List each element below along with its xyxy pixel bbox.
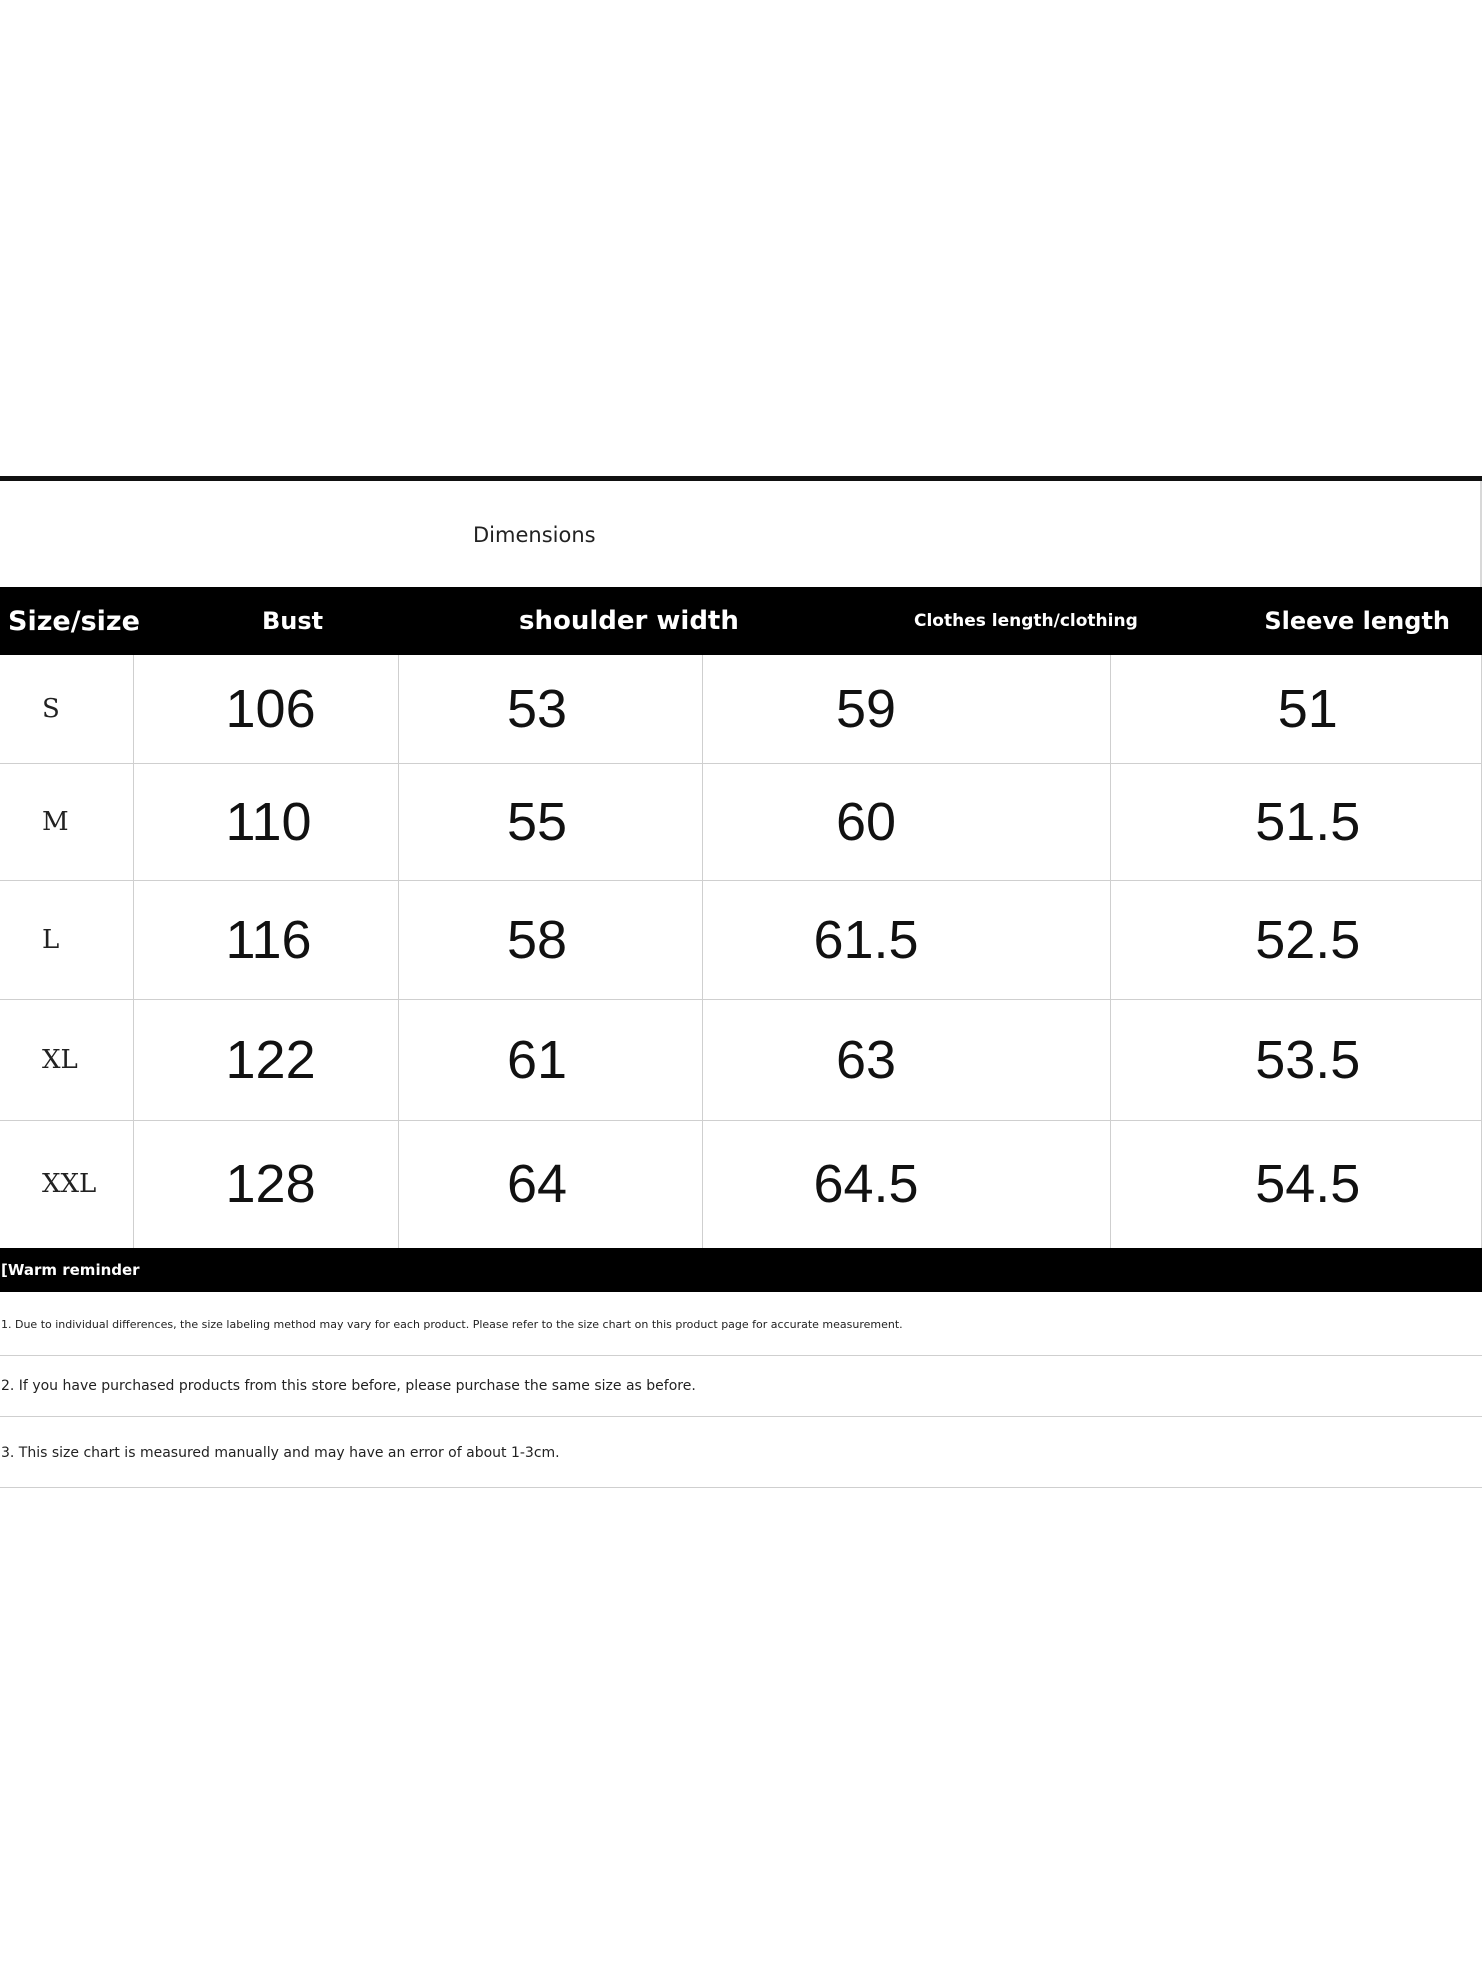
bust-cell xyxy=(133,999,398,1120)
header-size: Size/size xyxy=(8,605,140,637)
clothes-length-value: 60 xyxy=(835,791,897,852)
sleeve-length-value: 51 xyxy=(1277,678,1338,739)
table-row xyxy=(0,655,1482,763)
sleeve-length-cell xyxy=(1110,999,1482,1120)
bust-cell xyxy=(133,763,398,880)
size-table xyxy=(0,587,1482,1248)
header-bust: Bust xyxy=(262,607,324,635)
clothes-length-value: 61.5 xyxy=(813,909,919,970)
table-row xyxy=(0,763,1482,880)
clothes-length-cell xyxy=(702,655,1110,763)
clothes-length-value: 59 xyxy=(835,678,897,739)
clothes-length-value: 63 xyxy=(835,1029,897,1090)
bust-cell xyxy=(133,655,398,763)
sleeve-length-cell xyxy=(1110,880,1482,999)
warm-reminder-bar xyxy=(0,1248,1482,1292)
sleeve-length-value: 54.5 xyxy=(1255,1154,1361,1215)
table-row xyxy=(0,880,1482,999)
size-cell: L xyxy=(0,880,133,999)
reminder-note xyxy=(0,1417,1482,1488)
shoulder-width-value: 55 xyxy=(506,791,568,852)
size-chart-sheet xyxy=(0,476,1482,1488)
header-clothes-length: Clothes length/clothing xyxy=(914,611,1138,631)
shoulder-width-value: 64 xyxy=(506,1154,568,1215)
bust-value: 122 xyxy=(225,1029,316,1090)
bust-cell xyxy=(133,880,398,999)
sleeve-length-cell xyxy=(1110,655,1482,763)
header-sleeve-length: Sleeve length xyxy=(1264,607,1450,635)
reminder-note-text: 3. This size chart is measured manually and may have an error of about 1-3cm. xyxy=(1,1445,560,1461)
clothes-length-cell xyxy=(702,999,1110,1120)
reminder-note xyxy=(0,1356,1482,1417)
sleeve-length-value: 53.5 xyxy=(1255,1029,1361,1090)
dimensions-label: Dimensions xyxy=(473,523,596,547)
bust-value: 128 xyxy=(225,1154,316,1215)
clothes-length-cell xyxy=(702,880,1110,999)
bust-value: 110 xyxy=(225,791,312,852)
shoulder-width-value: 53 xyxy=(506,678,568,739)
reminder-note-text: 2. If you have purchased products from this store before, please purchase the same size as before. xyxy=(1,1378,696,1394)
sleeve-length-cell xyxy=(1110,1120,1482,1248)
size-cell: XL xyxy=(0,999,133,1120)
sleeve-length-cell xyxy=(1110,763,1482,880)
sleeve-length-value: 52.5 xyxy=(1255,909,1361,970)
header-shoulder-width: shoulder width xyxy=(519,606,739,636)
clothes-length-cell xyxy=(702,1120,1110,1248)
bust-value: 116 xyxy=(225,909,312,970)
table-row xyxy=(0,1120,1482,1248)
size-cell: S xyxy=(0,655,133,763)
size-cell: XXL xyxy=(0,1120,133,1248)
shoulder-width-value: 58 xyxy=(506,909,568,970)
reminder-note xyxy=(0,1292,1482,1356)
table-header-row xyxy=(0,587,1482,655)
sleeve-length-value: 51.5 xyxy=(1255,791,1361,852)
clothes-length-cell xyxy=(702,763,1110,880)
table-row xyxy=(0,999,1482,1120)
size-cell: M xyxy=(0,763,133,880)
shoulder-width-value: 61 xyxy=(506,1029,568,1090)
bust-value: 106 xyxy=(225,678,316,739)
reminder-note-text: 1. Due to individual differences, the size labeling method may vary for each product. Please refer to the size chart on this product page for accurate measurement. xyxy=(1,1318,903,1331)
bust-cell xyxy=(133,1120,398,1248)
clothes-length-value: 64.5 xyxy=(813,1154,919,1215)
dimensions-caption-row xyxy=(0,481,1482,587)
warm-reminder-title: [Warm reminder xyxy=(1,1261,140,1279)
